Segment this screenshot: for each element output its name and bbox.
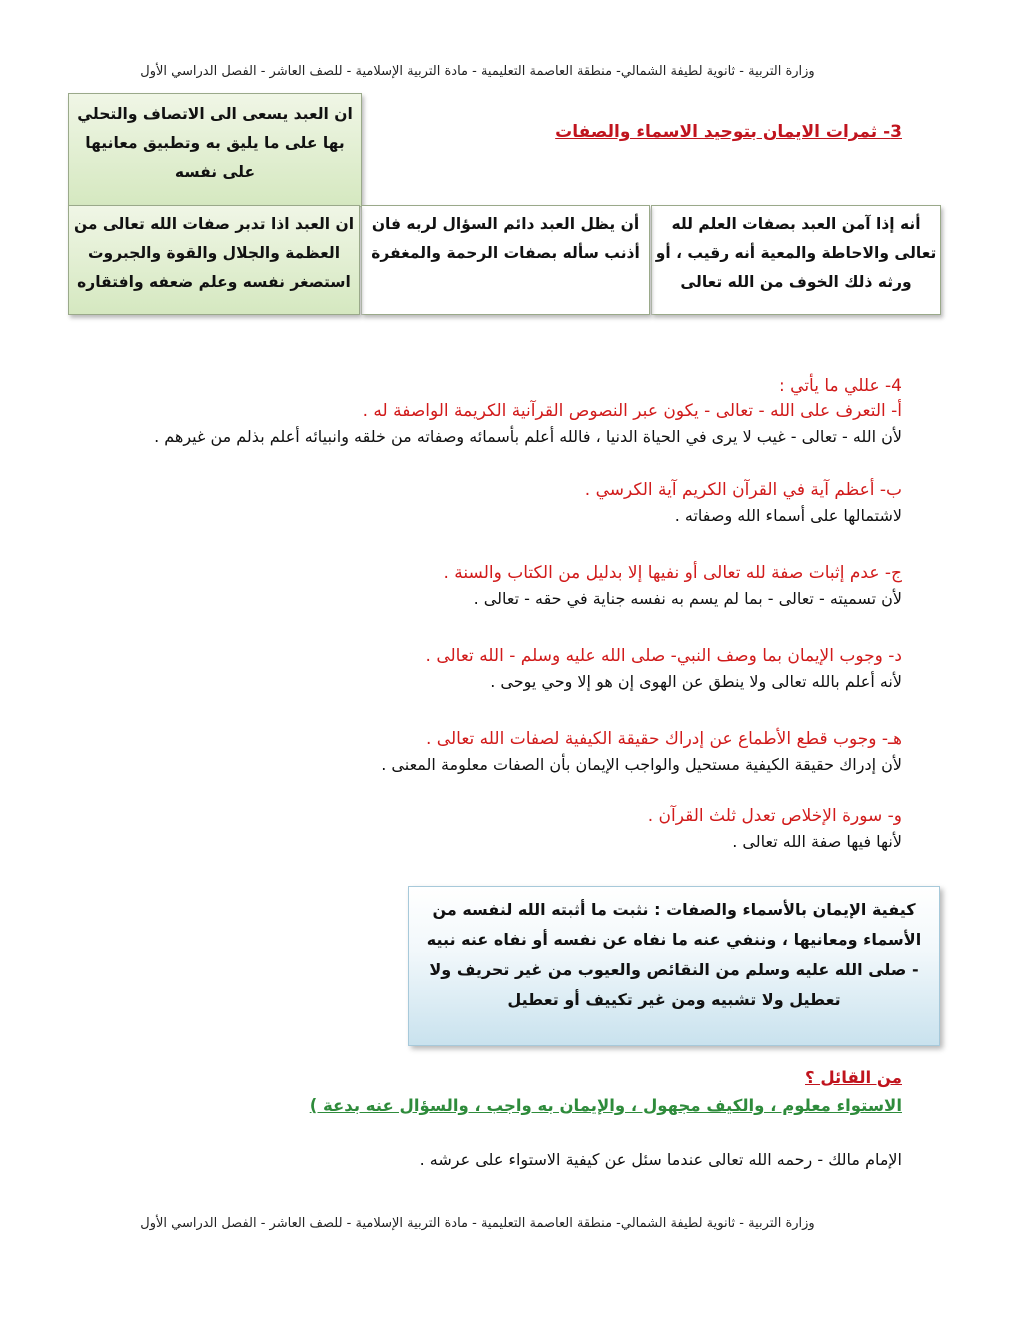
fruit-box-top-text: ان العبد يسعى الى الاتصاف والتحلي بها على ما يليق به وتطبيق معانيها على نفسه <box>77 105 353 181</box>
answer-d: لأنه أعلم بالله تعالى ولا ينطق عن الهوى إن هو إلا وحي يوحى . <box>490 672 902 691</box>
fruit-box-2-text: أن يظل العبد دائم السؤال لربه فان أذنب سأله بصفات الرحمة والمغفرة <box>371 215 640 262</box>
who-said-quote: الاستواء معلوم ، والكيف مجهول ، والإيمان به واجب ، والسؤال عنه بدعة ) <box>309 1096 902 1115</box>
belief-method-text: كيفية الإيمان بالأسماء والصفات : نثبت ما أثبته الله لنفسه من الأسماء ومعانيها ، وننفي عنه ما نفاه عن نفسه أو نفاه عنه نبيه - صلى الله عليه وسلم من النقائص والعيوب من غير تحريف ولا تعطيل ولا تشبيه ومن غير تكييف أو تعطيل <box>426 900 922 1009</box>
fruit-box-2 <box>361 205 650 315</box>
answer-b: لاشتمالها على أسماء الله وصفاته . <box>674 506 902 525</box>
answer-a: لأن الله - تعالى - غيب لا يرى في الحياة الدنيا ، فالله أعلم بأسمائه وصفاته من خلقه وانبيائه أعلم بذلم من غيرهم . <box>154 427 902 446</box>
page-header: وزارة التربية - ثانوية لطيفة الشمالي- منطقة العاصمة التعليمية - مادة التربية الإسلامية - للصف العاشر - الفصل الدراسي الأول <box>140 64 815 79</box>
section-3-title: 3- ثمرات الايمان بتوحيد الاسماء والصفات <box>555 122 902 142</box>
question-e: هـ- وجوب قطع الأطماع عن إدراك حقيقة الكيفية لصفات الله تعالى . <box>426 729 902 749</box>
answer-f: لأنها فيها صفة الله تعالى . <box>732 832 902 851</box>
belief-method-note <box>408 886 940 1046</box>
question-f: و- سورة الإخلاص تعدل ثلث القرآن . <box>647 806 902 826</box>
answer-c: لأن تسميته - تعالى - بما لم يسم به نفسه جناية في حقه - تعالى . <box>473 589 902 608</box>
fruit-box-3-text: ان العبد اذا تدبر صفات الله تعالى من العظمة والجلال والقوة والجبروت استصغر نفسه وعلم ضعفه وافتقاره <box>73 215 355 291</box>
fruit-box-1 <box>651 205 941 315</box>
question-c: ج- عدم إثبات صفة لله تعالى أو نفيها إلا بدليل من الكتاب والسنة . <box>443 563 902 583</box>
question-b: ب- أعظم آية في القرآن الكريم آية الكرسي . <box>584 480 902 500</box>
who-said-question: من القائل ؟ <box>805 1068 902 1087</box>
question-d: د- وجوب الإيمان بما وصف النبي- صلى الله عليه وسلم - الله تعالى . <box>425 646 902 666</box>
who-said-answer: الإمام مالك - رحمه الله تعالى عندما سئل عن كيفية الاستواء على عرشه . <box>419 1150 902 1169</box>
fruit-box-top <box>68 93 362 207</box>
fruit-box-3 <box>68 205 360 315</box>
answer-e: لأن إدراك حقيقة الكيفية مستحيل والواجب الإيمان بأن الصفات معلومة المعنى . <box>381 755 902 774</box>
question-a: أ- التعرف على الله - تعالى - يكون عبر النصوص القرآنية الكريمة الواصفة له . <box>362 401 902 421</box>
section-4-list <box>122 374 902 854</box>
section-4-label: 4- عللي ما يأتي : <box>779 376 902 396</box>
fruit-box-1-text: أنه إذا آمن العبد بصفات العلم لله تعالى والاحاطة والمعية أنه رقيب ، أو ورثه ذلك الخوف من الله تعالى <box>655 215 937 291</box>
page-footer: وزارة التربية - ثانوية لطيفة الشمالي- منطقة العاصمة التعليمية - مادة التربية الإسلامية - للصف العاشر - الفصل الدراسي الأول <box>140 1216 815 1231</box>
